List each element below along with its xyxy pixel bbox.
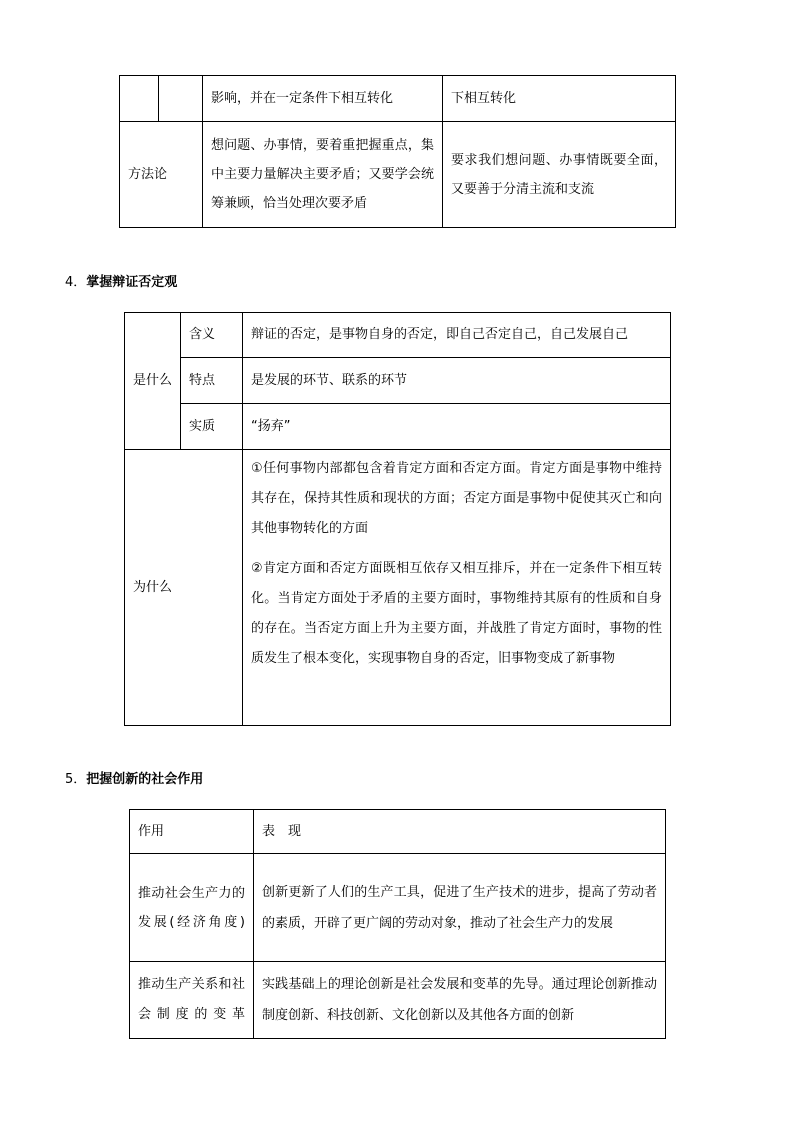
table-row	[120, 76, 676, 122]
section-heading-5	[65, 771, 203, 789]
section-number: 5．	[65, 772, 87, 787]
role-label: 推动生产关系和社会制度的变革	[130, 962, 254, 1039]
table-cell: “扬弃”	[243, 404, 671, 450]
row-label: 特点	[181, 358, 243, 404]
role-label: 推动社会生产力的发展(经济角度)	[130, 854, 254, 962]
why-paragraph: ②肯定方面和否定方面既相互依存又相互排斥，并在一定条件下相互转化。当肯定方面处于矛盾的主要方面时，事物维持其原有的性质和自身的存在。当否定方面上升为主要方面，并战胜了肯定方面时，事物的性质发生了根本变化，实现事物自身的否定，旧事物变成了新事物	[251, 561, 662, 666]
table-cell-empty	[120, 76, 159, 122]
table-row	[125, 404, 671, 450]
table-cell: 影响，并在一定条件下相互转化	[203, 76, 443, 122]
table-cell: 实践基础上的理论创新是社会发展和变革的先导。通过理论创新推动制度创新、科技创新、文化创新以及其他各方面的创新	[254, 962, 666, 1039]
section-heading-4	[65, 274, 177, 292]
table-cell: 是发展的环节、联系的环节	[243, 358, 671, 404]
why-content	[243, 450, 671, 726]
innovation-role-table	[129, 809, 666, 1039]
table-row	[125, 313, 671, 358]
what-label: 是什么	[125, 313, 181, 450]
why-label: 为什么	[125, 450, 243, 726]
table-cell: 下相互转化	[443, 76, 676, 122]
table-row	[125, 358, 671, 404]
table-cell-empty	[159, 76, 203, 122]
section-title: 掌握辩证否定观	[86, 275, 178, 290]
table-cell: 想问题、办事情，要着重把握重点，集中主要力量解决主要矛盾；又要学会统筹兼顾，恰当处理次要矛盾	[203, 122, 443, 228]
column-header: 表 现	[254, 810, 666, 854]
section-number: 4．	[65, 275, 87, 290]
row-label: 实质	[181, 404, 243, 450]
table-cell: 辩证的否定，是事物自身的否定，即自己否定自己，自己发展自己	[243, 313, 671, 358]
dialectical-negation-table	[124, 312, 671, 726]
table-row	[125, 450, 671, 726]
row-label: 含义	[181, 313, 243, 358]
table-row	[120, 122, 676, 228]
table-row	[130, 854, 666, 962]
methodology-label: 方法论	[120, 122, 203, 228]
table-cell: 创新更新了人们的生产工具，促进了生产技术的进步，提高了劳动者的素质，开辟了更广阔的劳动对象，推动了社会生产力的发展	[254, 854, 666, 962]
column-header: 作用	[130, 810, 254, 854]
section-title: 把握创新的社会作用	[86, 772, 204, 787]
why-paragraph: ①任何事物内部都包含着肯定方面和否定方面。肯定方面是事物中维持其存在，保持其性质和现状的方面；否定方面是事物中促使其灭亡和向其他事物转化的方面	[251, 461, 662, 536]
table-row	[130, 962, 666, 1039]
table-row	[130, 810, 666, 854]
contradiction-table	[119, 75, 676, 228]
table-cell: 要求我们想问题、办事情既要全面，又要善于分清主流和支流	[443, 122, 676, 228]
